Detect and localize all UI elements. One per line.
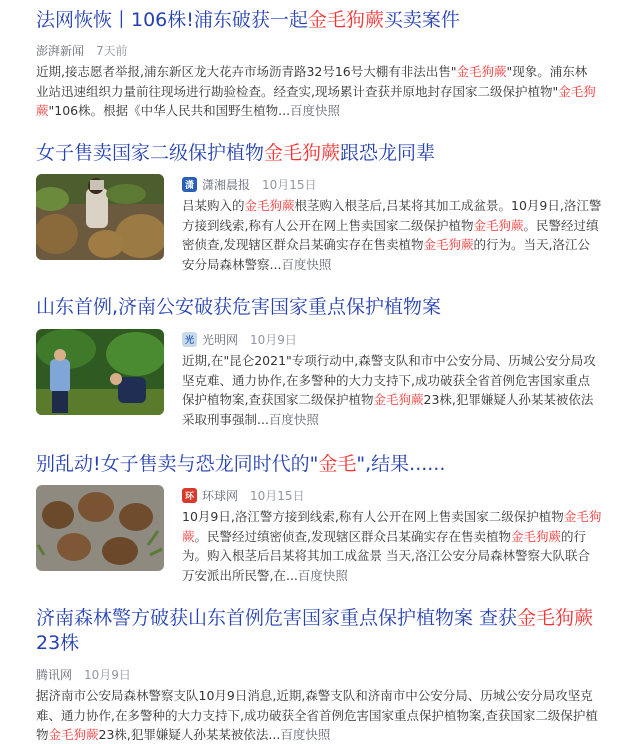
result-thumbnail-3[interactable] — [36, 329, 164, 415]
snippet-text: 10月9日,洛江警方接到线索,称有人公开在网上售卖国家二级保护植物 — [182, 509, 564, 524]
xiaoxiang-icon: 潇 — [182, 177, 197, 192]
snippet-highlight: 金毛狗蕨 — [36, 83, 596, 118]
publish-date: 10月9日 — [84, 668, 131, 682]
result-title-1[interactable] — [36, 7, 632, 34]
fern-rhizomes-image — [36, 485, 164, 571]
snippet-text: 吕某购入的 — [182, 198, 245, 213]
title-text: 跟恐龙同辈 — [340, 142, 436, 164]
title-text: 别乱动!女子售卖与恐龙同时代的" — [36, 453, 319, 475]
snippet-text: 23株,犯罪嫌疑人孙某某被依法采取刑事强制... — [182, 392, 594, 427]
snippet-highlight: 金毛狗蕨 — [423, 237, 474, 252]
title-text: 买卖案件 — [383, 9, 460, 31]
snapshot-link[interactable]: 百度快照 — [290, 103, 341, 118]
snippet-text: 。民警经过缜密侦查,发现辖区群众吕某确实存在售卖植物 — [182, 217, 599, 252]
snippet-text: 根茎购入根茎后,吕某将其加工成盆景。10月9日,洛江警方接到线索,称有人公开在网上售卖国家二级保护植物 — [182, 198, 602, 233]
snippet-text: 近期,接志愿者举报,浦东新区龙大花卉市场沥青路32号16号大棚有非法出售" — [36, 64, 457, 79]
police-inspecting-plants-image — [36, 329, 164, 415]
snippet-text: 23株,犯罪嫌疑人孙某某被依法... — [98, 727, 281, 742]
publish-date: 10月15日 — [262, 178, 317, 192]
title-highlight: 金毛狗蕨 — [264, 142, 341, 164]
source-name[interactable]: 澎湃新闻 — [36, 44, 85, 58]
snippet-highlight: 金毛狗蕨 — [182, 509, 602, 544]
source-name[interactable]: 环球网 — [202, 489, 239, 503]
result-source-5 — [36, 666, 131, 683]
snippet-highlight: 金毛狗蕨 — [244, 198, 295, 213]
title-highlight: 金毛狗蕨 — [517, 607, 594, 629]
title-text: 济南森林警方破获山东首例危害国家重点保护植物案 查获 — [36, 607, 518, 629]
result-snippet-3 — [182, 351, 602, 431]
source-name[interactable]: 腾讯网 — [36, 668, 73, 682]
title-text: 法网恢恢丨106株!浦东破获一起 — [36, 9, 308, 31]
result-thumbnail-4[interactable] — [36, 485, 164, 571]
guangming-icon: 光 — [182, 332, 197, 347]
source-name[interactable]: 光明网 — [202, 333, 239, 347]
result-source-2 — [182, 176, 317, 193]
snippet-text: "现象。浦东林业站迅速组织力量前往现场进行勘验检查。经查实,现场累计查获并原地封存国家二级保护植物" — [36, 64, 588, 99]
snapshot-link[interactable]: 百度快照 — [297, 567, 348, 583]
snippet-text: 。民警经过缜密侦查,发现辖区群众吕某确实存在售卖植物 — [194, 528, 511, 544]
snippet-highlight: 金毛狗蕨 — [456, 64, 507, 79]
snippet-text: 的行为。当天,洛江公安分局森林警察... — [182, 237, 590, 272]
snapshot-link[interactable]: 百度快照 — [281, 256, 332, 272]
snapshot-link[interactable]: 百度快照 — [268, 411, 319, 427]
snippet-text: 近期,在"昆仑2021"专项行动中,森警支队和市中公安分局、历城公安分局攻坚克难、通力协作,在多警种的大力支持下,成功破获全省首例危害国家重点保护植物案,查获国家二级保护植物 — [182, 353, 596, 407]
snippet-highlight: 金毛狗蕨 — [473, 217, 524, 233]
result-title-5[interactable] — [36, 606, 606, 656]
result-source-4 — [182, 487, 305, 504]
title-text: ",结果...... — [356, 453, 446, 475]
snippet-text: 据济南市公安局森林警察支队10月9日消息,近期,森警支队和济南市中公安分局、历城公安分局攻坚克难、通力协作,在多警种的大力支持下,成功破获全省首例危害国家重点保护植物案,查获国家二级保护植物 — [36, 688, 598, 742]
huanqiu-icon: 环 — [182, 488, 197, 503]
snippet-text: "106株。根据《中华人民共和国野生植物... — [48, 103, 291, 118]
title-text: 23株 — [36, 632, 80, 654]
title-text: 山东首例,济南公安破获危害国家重点保护植物案 — [36, 296, 442, 318]
publish-date: 10月15日 — [250, 489, 305, 503]
result-title-2[interactable] — [36, 140, 632, 167]
title-highlight: 金毛狗蕨 — [307, 9, 384, 31]
woman-with-plants-image — [36, 174, 164, 260]
result-source-1 — [36, 42, 128, 59]
publish-date: 10月9日 — [250, 333, 297, 347]
result-snippet-1 — [36, 62, 598, 122]
title-text: 女子售卖国家二级保护植物 — [36, 142, 265, 164]
result-thumbnail-2[interactable] — [36, 174, 164, 260]
snippet-highlight: 金毛狗蕨 — [48, 727, 99, 742]
result-snippet-2 — [182, 196, 602, 276]
result-snippet-4 — [182, 507, 602, 587]
result-snippet-5 — [36, 686, 604, 744]
title-highlight: 金毛 — [318, 453, 357, 475]
snippet-highlight: 金毛狗蕨 — [511, 528, 562, 544]
snapshot-link[interactable]: 百度快照 — [280, 727, 331, 742]
snippet-text: 的行为。购入根茎后吕某将其加工成盆景 当天,洛江公安分局森林警察大队联合万安派出所民警,在... — [182, 528, 590, 583]
source-name[interactable]: 潇湘晨报 — [202, 178, 251, 192]
result-source-3 — [182, 331, 297, 348]
result-title-4[interactable] — [36, 451, 632, 478]
snippet-highlight: 金毛狗蕨 — [373, 392, 424, 407]
result-title-3[interactable] — [36, 294, 632, 321]
publish-date: 7天前 — [96, 44, 128, 58]
